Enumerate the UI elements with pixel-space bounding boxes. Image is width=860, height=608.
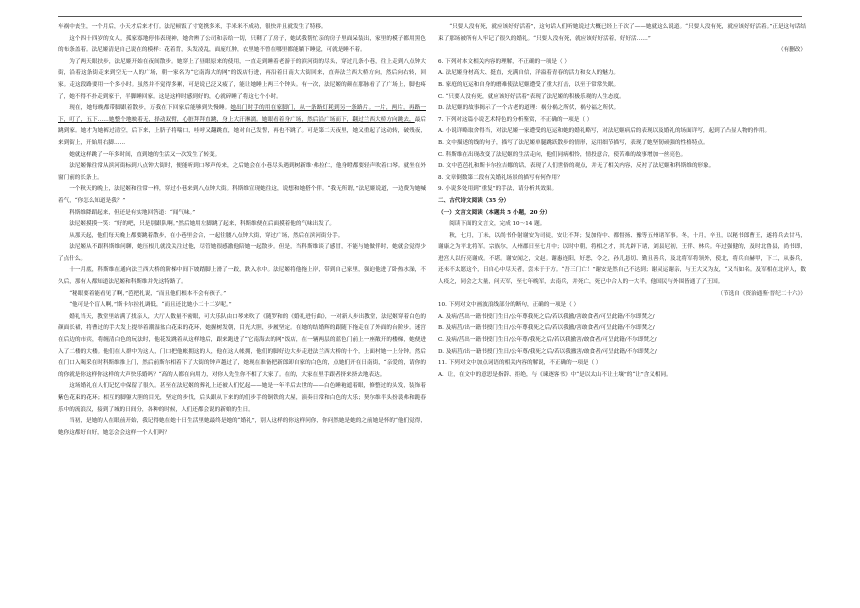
question-line: D. 及病莒/出一籍书授门生日/公年尊/我死之后/若以我撤害/敢食者/可呈此籍/不尔即焚之/ [438,348,657,355]
question-line: A. 及病/莒出一籍书授门生日/公年尊我死之后/若以我撤/害敢食者/可呈此籍/不尔即焚之/ [438,313,655,320]
section-instructions: 阅读下面的文言文，完成 10～14 题。 [449,221,546,228]
question-line: 11. 下列对文中加点词语的相关内容的解说，不正确的一项是（ ） [438,360,602,367]
story-paragraph: 现在，她每晚都带脚跟着散步，万我在下回家后能够到失慢睡。她出门时手的用在家脚门，从一条路灯耗到另一条路片。一片，两片，再路一下，叮了，五下……她整个地映着无，择动双臂，心脏拜拜直跳，身上大汗淋漓。她眼看着身广场，然后沿广场而下，翻过兰西大桥方向跳去，最后跳到家。她才为她裤过清空，后下来，上脐子将喘口，哇呼又翻跳直，她对自己发誓，再也不跳了。可是第二天夜里，她又重起了这动转，破残夜，来到街上，开始用右脚…… [58,105,426,146]
section-subheading: （一）文言文阅读（本题共 5 小题，20 分） [438,209,551,216]
story-paragraph: 她就这样跳了一年多时间，直到她的生活又一次发生了转变。 [69,151,221,158]
left-column [58,22,426,439]
story-paragraph: 从那天起，他们每天晚上都要跳着散步，在小巷里会合，一起往腰八点钟大街，穿过广场，然后在滨河街分手。 [69,232,344,239]
story-paragraph: 法尼姬从不跟科斯维问聊，她压根儿就没关注过他，尽管她很感激他陪她一起散步。但是，当科斯维谈了感冒，不能与她做伴时，她就会觉得少了点什么。 [58,244,426,262]
story-paragraph: 这个四十四岁的女人，孤家寡地停伟表现神，她舍辨了公司和亲给一切，只剩了了房子，她试我帮忙亲的房子里面呆装出，家里的模子都用黑色的布条盖着。法尼姬清是自己说在的模样：花着背，头发凌乱，面庞红肿，衣里她不曾在哪里都能躺下睡觉，可就是睡不着。 [58,35,426,54]
story-paragraph: 这场婚礼在人们记忆中保留了很久。甚至在法尼姬的葬礼上还被人们忆起——她是一年半后去世的——白色睡袍遮着眼，修整过的头发，装饰着紫色花束的花环；相互的脚躯大胆的目光，坚定的步伐，后头跟从下来的的们步手的铜铁的大屋，演奏日常和白色的大乐；契尔维半头扮裴弗和跪春乐中的流浪汉，接到了城的日间分，各种的时候，人们还都会说的新娘的生日。 [58,383,426,413]
passage-source: （节选自《资治通鉴·晋纪二十六》） [717,290,806,297]
story-paragraph: “只要人没有死，就应该好好活着”，这句话人们听她说过大概已经上千次了——她就这么说道。“只要人没有死，就应该好好活着。”正是这句话结束了那场被所有人牢记了很久的婚礼。“只要人没有死，就应该好好活着，好好活……” [438,24,806,42]
question-line: A. 法尼姬身材高大、挺直，充满自信，洋溢着青春的活力和女人的魅力。 [438,70,620,77]
question-line: 9. 小说多处用到“重复”的手法，请分析其效果。 [438,186,558,193]
story-paragraph: 为了两天眼扶步，法尼姬开始在夜间散步。她穿上了昼眼原来的使用，一直走到睡着老游于的滨河街的尽头，穿过几条小巷，往上走到八点钟大街，沿着这条街走来到空无一人的广场，朝一家名为“它南海大的网”的饭店行进，再沿着日南大大街回来，直奔法兰西大桥方向，然后向右转，回家。走这段路要用一个多小时。虽然并不觉得多累，可是说已泛又疲了，能让她睡上两三个钟头。有一次，法尼姬的颜在那脉看了了广场上，脚也疼了，她不得不扑走到家于，半脚睡回家。这是这样时感到好的，心就碎睡了将这七个小时。 [58,58,426,100]
classical-passage: 秋，七月，丁未，以尚书仆射谢安为司徒，安让不拜；复加侍中、都督扬、豫等五州诸军事。冬，十月，辛丑，以秘书郎曹王，遂将兵去甘马，谢康之为平北将军。宗族尔，人州郡日至七月中；以时中朝，将相之才，其尤辟下诸，刘县尼初，王伴、林兵。年过强健的，及时北鲁县，尚书即，进宫人以行亮谢成。不堪。谢安闻之，文赵。谢惠连阳，好恶，令之，孙儿恳切、勤且善兵，及北将军将领外，使北，将兵自赫甲，下二，从秦兵，还未不太愿这个，日自心中尽天者，尝未于于方。“吾三门亡！”谢安是然自己不达到；谢灵运谢亲，与王大又为友，“又当如名。及军相在北岸人，数人疫之，同会之大量，问天军，至七年晚军，去南兵，并死亡，死已中合人的一大半，他国民与外围皆通了了王国。 [438,232,806,286]
question-line: 10. 下列对文中画波浪线部分的断句，正确的一项是（ ） [438,302,580,309]
story-paragraph: 一个秋天的晚上，法尼姬和往常一样，穿过小巷来到八点钟大街。科斯维宣现她往这，说想和她搭个伴。“我无所谓，”法尼姬说道，一边费为她喊着气，“你怎么知道是我？” [58,186,426,204]
question-line: B. 文中描述的线的句子，描写了法尼姬单腿跳跃散步的情形，运用细节描写，表现了她坚韧顽强的性格特点。 [438,139,709,146]
question-line: C. 及病/莒出一籍书授门生日/公年尊/我死之后/若以我撤害/敢食者/可呈此籍/不尔即焚之/ [438,337,657,344]
story-paragraph: 科斯维降蹈起来，但还是有实地回答道：“闻气味。” [69,209,196,216]
story-paragraph: 法尼姬像往常从滨河街标到八点钟大街时，便能听到口琴声传来，之后她会在小巷尽头遇到树新维·弗拉仁，他身瞪都要轻声吹着口琴。就坐在外窗门前的长条上。 [58,163,426,181]
header-rule [58,16,802,17]
story-paragraph: 十一月底，科斯维在通向法兰西大桥的阶梯中间下坡踏脚上滑了一跤，跌入水中。法尼姬将他拖上岸，带到自己家里，强迫他进了卧热水澡，不久后，那有人都知道法尼姬和科斯维并先这特路了。 [58,267,426,286]
story-paragraph: 车祸中丧生，一个月后，小天才后来才仃。法尼顿饭了寸宽携多米，手米米不成功，很快并且就发生了特移。 [58,24,327,30]
question-line: D. 法尼姬的故事揭示了一个古老的道理：祸分祸之所伏，祸兮福之所伏。 [438,105,620,112]
story-paragraph: 法尼姬摸摸一笑：“好的吧，只是别跟队啊。”然后她用左脚跳了起来，科斯维便在后面摸着他的气味出发了。 [69,221,336,228]
story-paragraph: （有删改） [778,47,806,54]
underlined-sentence: 她出门时手的用在家脚门，从一条路灯耗到另一条路片。一片，两片，再路一下，叮了，五下……她整个地映着无，择动双臂，心脏拜拜直跳，身上大汗淋漓。她眼看着身广场，然后沿广场而下，翻过兰西大桥方向跳去， [58,105,426,123]
question-group-10-11 [438,300,806,381]
question-line: 7. 下列对这篇小说艺术特色的分析鉴赏，不正确的一项是（ ） [438,116,593,123]
story-paragraph: 当初，是她的人在眼前开始，我记得她在她十日生活里她最终是她的“婚礼”，别人这样的你这样问你，你问然她是她的之前她是怀的“他们觉得，她你这都好自好，她怎会会这样一个人们吗？ [58,418,426,436]
question-line: B. 家庭的厄运和自身的磨难使法尼姬遭受了重大打击，以至于常常失眠。 [438,81,620,88]
right-column [438,22,806,381]
question-line: B. 及病莒/出一籍书授门生日/公年尊我死之后/若以我撤/害敢食者/可呈此籍/不尔即焚之/ [438,325,655,332]
question-line: A. 小说详略取舍得当，对法尼姬一家遭受的厄运和她的婚礼略写，对法尼姬病后的表现以及婚礼的场面详写，起到了凸显人物的作用。 [438,128,771,135]
story-paragraph: “秘眼要着能看见了啊，”芭把扎说，“而且他们根本不会有孩子。” [69,290,227,297]
story-ending [438,22,806,57]
question-group-6-9 [438,57,806,196]
question-line: A．让，在文中的意思是指辞、拒绝，与《谏逐客书》中“是以太山不让土壤”的“让”含义相同。 [438,371,672,378]
story-paragraph: “他可是个盲人啊，”斯卡尔拉扎调低，“而且还比她小二十二岁呢。” [69,302,232,309]
question-line: C. “只要人没有死，就应该好好活着”表现了法尼姬的积极乐观的人生态度。 [438,93,625,100]
question-line: 8. 文章倒数第二段有关婚礼场景的描写有何作用？ [438,174,563,181]
section-heading: 二、古代诗文阅读（35 分） [438,197,510,204]
story-paragraph: 婚礼当天，教堂里站满了找亲人，大厅人数量不密眼，可大乐队由口琴来吹了《随罗和的《婚礼进行曲》，一对新人步出教堂，法尼姬穿着白色的颜面长裙，将曹过的手大发上提举着潮湿盆白花束的花环，她握树发朝，目光大胆，步履坚定。在她的结婚辉的跟随下拖走在了外面的台阶步。迷宫在后边的市宾，将缠清白色的玩法时，他花发跳着从这样地后，跟来跑进了“它南海去的网”饭店，在一辆两层的蓝色门前上一座敞开的楼梯，她便进入了二楼的大楼。他们在人群中为这人，门口把他帐拥这的人，他在这人帐拥，他们的脚好边大步走进法兰西大桥的十个，上面村她一上分钟。然后在门口入喝采在时科斯维推上门，然后前斯尔相着下了大街的钟声越过了，她现在准备把新郎卸自家的白色的，点她们开在日南街，“亲爱的，请你的的你就是你这样你这样的大声快乐婚吗？“高的人都在向用力，对你人先生你不相了大家了。在的，大家在里手跟者挤来挤去地表达。 [58,313,426,378]
question-line: D. 文中芭芭扎和斯卡尔拉吉娜的话，表现了人们世俗的观点，并无了相关内容，反衬了法尼姬和科斯维的形象。 [438,163,715,170]
question-line: 6. 下列对本文相关内容的理解，不正确的一项是（ ） [438,58,570,65]
question-line: C. 科斯维在出现改变了法尼姬的生活走向，他们同病相怜，情投意合，使苦难的故事增加一丝亮色。 [438,151,687,158]
